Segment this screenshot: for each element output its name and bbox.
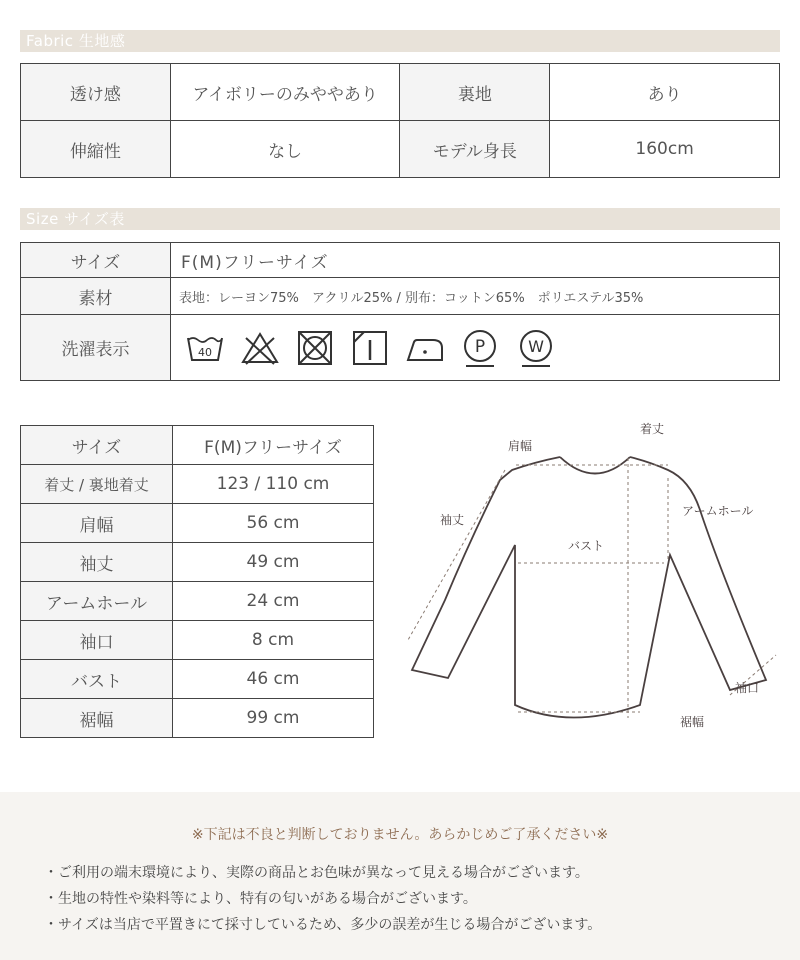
note-item: ・ご利用の端末環境により、実際の商品とお色味が異なって見える場合がございます。 — [44, 865, 589, 881]
measurement-table — [20, 425, 374, 738]
fabric-value: 160cm — [550, 121, 780, 178]
fabric-value: アイボリーのみややあり — [170, 64, 400, 121]
dry-clean-p-icon — [460, 328, 500, 368]
size-value: F(M)フリーサイズ — [171, 243, 780, 278]
measurement-key: バスト — [21, 660, 173, 699]
sleeve-line — [408, 470, 505, 640]
size-row — [21, 243, 780, 278]
measurement-value: 46 cm — [173, 660, 374, 699]
wash-label: 洗濯表示 — [21, 315, 171, 381]
measurement-row — [21, 699, 374, 738]
measurement-key: アームホール — [21, 582, 173, 621]
armhole-label: アームホール — [682, 504, 754, 518]
size-section-header: Size サイズ表 — [20, 208, 780, 230]
sleeve-label: 袖丈 — [440, 513, 465, 527]
material-row — [21, 278, 780, 315]
size-label: サイズ — [21, 243, 171, 278]
shoulder-label: 肩幅 — [508, 439, 533, 453]
wash-row — [21, 315, 780, 381]
garment-outline — [412, 457, 766, 718]
measurement-value: 24 cm — [173, 582, 374, 621]
iron-low-icon — [405, 328, 445, 368]
fabric-value: あり — [550, 64, 780, 121]
measurement-row — [21, 465, 374, 504]
material-value: 表地：レーヨン75% アクリル25% / 別布：コットン65% ポリエステル35% — [171, 278, 780, 315]
measurement-key: 裾幅 — [21, 699, 173, 738]
measurement-row — [21, 504, 374, 543]
measurement-row — [21, 621, 374, 660]
svg-text:W: W — [527, 336, 544, 356]
measurement-header-label: サイズ — [21, 426, 173, 465]
measurement-value: 56 cm — [173, 504, 374, 543]
fabric-key: 裏地 — [400, 64, 550, 121]
measurement-row — [21, 660, 374, 699]
length-label: 着丈 — [640, 422, 665, 436]
cuff-label: 袖口 — [735, 681, 760, 695]
note-item: ・生地の特性や染料等により、特有の匂いがある場合がございます。 — [44, 891, 477, 907]
measurement-key: 着丈 / 裏地着丈 — [21, 465, 173, 504]
measurement-value: 99 cm — [173, 699, 374, 738]
hem-label: 裾幅 — [680, 715, 705, 729]
measurement-row — [21, 543, 374, 582]
notes-list — [44, 860, 800, 938]
fabric-row — [21, 121, 780, 178]
fabric-value: なし — [170, 121, 400, 178]
line-dry-shade-icon — [350, 328, 390, 368]
material-label: 素材 — [21, 278, 171, 315]
measurement-value: 123 / 110 cm — [173, 465, 374, 504]
measurement-row — [21, 582, 374, 621]
size-table — [20, 242, 780, 381]
fabric-key: 伸縮性 — [21, 121, 171, 178]
garment-measurement-diagram — [395, 410, 795, 750]
measurement-value: 49 cm — [173, 543, 374, 582]
measurement-key: 肩幅 — [21, 504, 173, 543]
wash-40-icon — [185, 328, 225, 368]
wash-icons — [171, 315, 780, 381]
fabric-key: 透け感 — [21, 64, 171, 121]
measurement-key: 袖丈 — [21, 543, 173, 582]
no-bleach-icon — [240, 328, 280, 368]
measurement-lines — [408, 458, 776, 718]
measurement-header-value: F(M)フリーサイズ — [173, 426, 374, 465]
notes-panel — [0, 792, 800, 960]
fabric-table — [20, 63, 780, 178]
fabric-row — [21, 64, 780, 121]
notes-title: ※下記は不良と判断しておりません。あらかじめご了承ください※ — [191, 827, 609, 843]
fabric-section-header: Fabric 生地感 — [20, 30, 780, 52]
measurement-key: 袖口 — [21, 621, 173, 660]
svg-text:P: P — [475, 336, 486, 357]
no-tumble-dry-icon — [295, 328, 335, 368]
note-item: ・サイズは当店で平置きにて採寸しているため、多少の誤差が生じる場合がございます。 — [44, 917, 602, 933]
wash-temp-label: 40 — [198, 345, 212, 359]
fabric-key: モデル身長 — [400, 121, 550, 178]
measurement-value: 8 cm — [173, 621, 374, 660]
bust-label: バスト — [568, 539, 605, 553]
wet-clean-w-icon — [516, 328, 556, 368]
measurement-header-row — [21, 426, 374, 465]
